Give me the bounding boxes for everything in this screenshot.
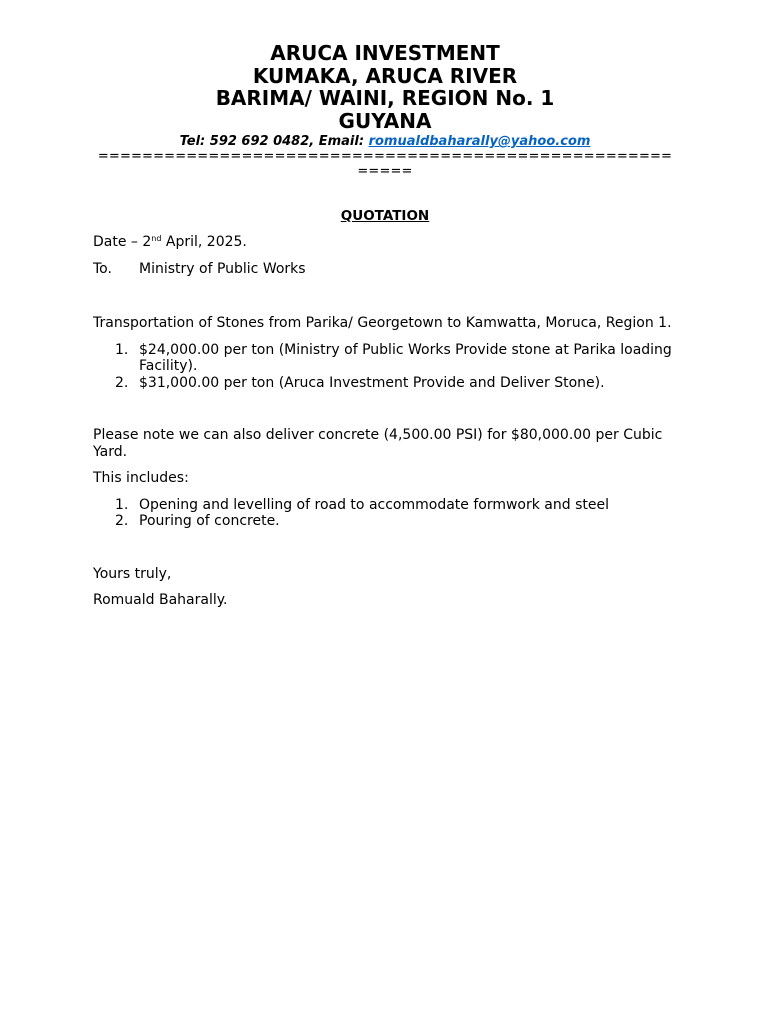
- list-item: [93, 375, 677, 392]
- email-link[interactable]: romualdbaharally@yahoo.com: [368, 134, 591, 149]
- document-page: [93, 42, 677, 609]
- list-number: 1.: [115, 496, 129, 513]
- company-address-line: KUMAKA, ARUCA RIVER: [252, 63, 518, 88]
- list-number: 1.: [115, 341, 129, 358]
- recipient-name: Ministry of Public Works: [139, 260, 306, 277]
- contact-line: [93, 134, 677, 150]
- date-ordinal: nd: [151, 234, 162, 243]
- recipient-line: [93, 261, 677, 278]
- closing-line: Yours truly,: [93, 565, 172, 582]
- signature-name: Romuald Baharally.: [93, 592, 228, 608]
- separator-rule: =========================================================: [97, 149, 673, 179]
- transport-heading: Transportation of Stones from Parika/ Georgetown to Kamwatta, Moruca, Region 1.: [93, 315, 672, 331]
- list-text: Opening and levelling of road to accommodate formwork and steel: [139, 496, 609, 513]
- company-country: GUYANA: [338, 108, 432, 133]
- letterhead: [93, 42, 677, 179]
- list-number: 2.: [115, 513, 129, 529]
- list-item: [93, 513, 677, 530]
- date-line: [93, 234, 677, 251]
- list-item: [93, 497, 677, 514]
- includes-label: This includes:: [93, 470, 189, 486]
- list-text: $31,000.00 per ton (Aruca Investment Provide and Deliver Stone).: [139, 374, 605, 391]
- company-region-line: BARIMA/ WAINI, REGION No. 1: [215, 86, 555, 110]
- date-prefix: Date – 2: [93, 234, 152, 250]
- list-text: Pouring of concrete.: [139, 513, 280, 529]
- includes-list: [93, 497, 677, 530]
- recipient-label: To.: [93, 260, 112, 277]
- company-name: ARUCA INVESTMENT: [270, 41, 500, 65]
- list-text: $24,000.00 per ton (Ministry of Public Works Provide stone at Parika loading Facility).: [139, 341, 672, 374]
- document-title: QUOTATION: [340, 208, 430, 224]
- contact-phone: Tel: 592 692 0482, Email:: [179, 134, 369, 149]
- date-rest: April, 2025.: [161, 234, 247, 250]
- price-list: [93, 342, 677, 392]
- concrete-note: Please note we can also deliver concrete (4,500.00 PSI) for $80,000.00 per Cubic Yard.: [93, 427, 663, 460]
- list-number: 2.: [115, 374, 129, 391]
- list-item: [93, 342, 677, 375]
